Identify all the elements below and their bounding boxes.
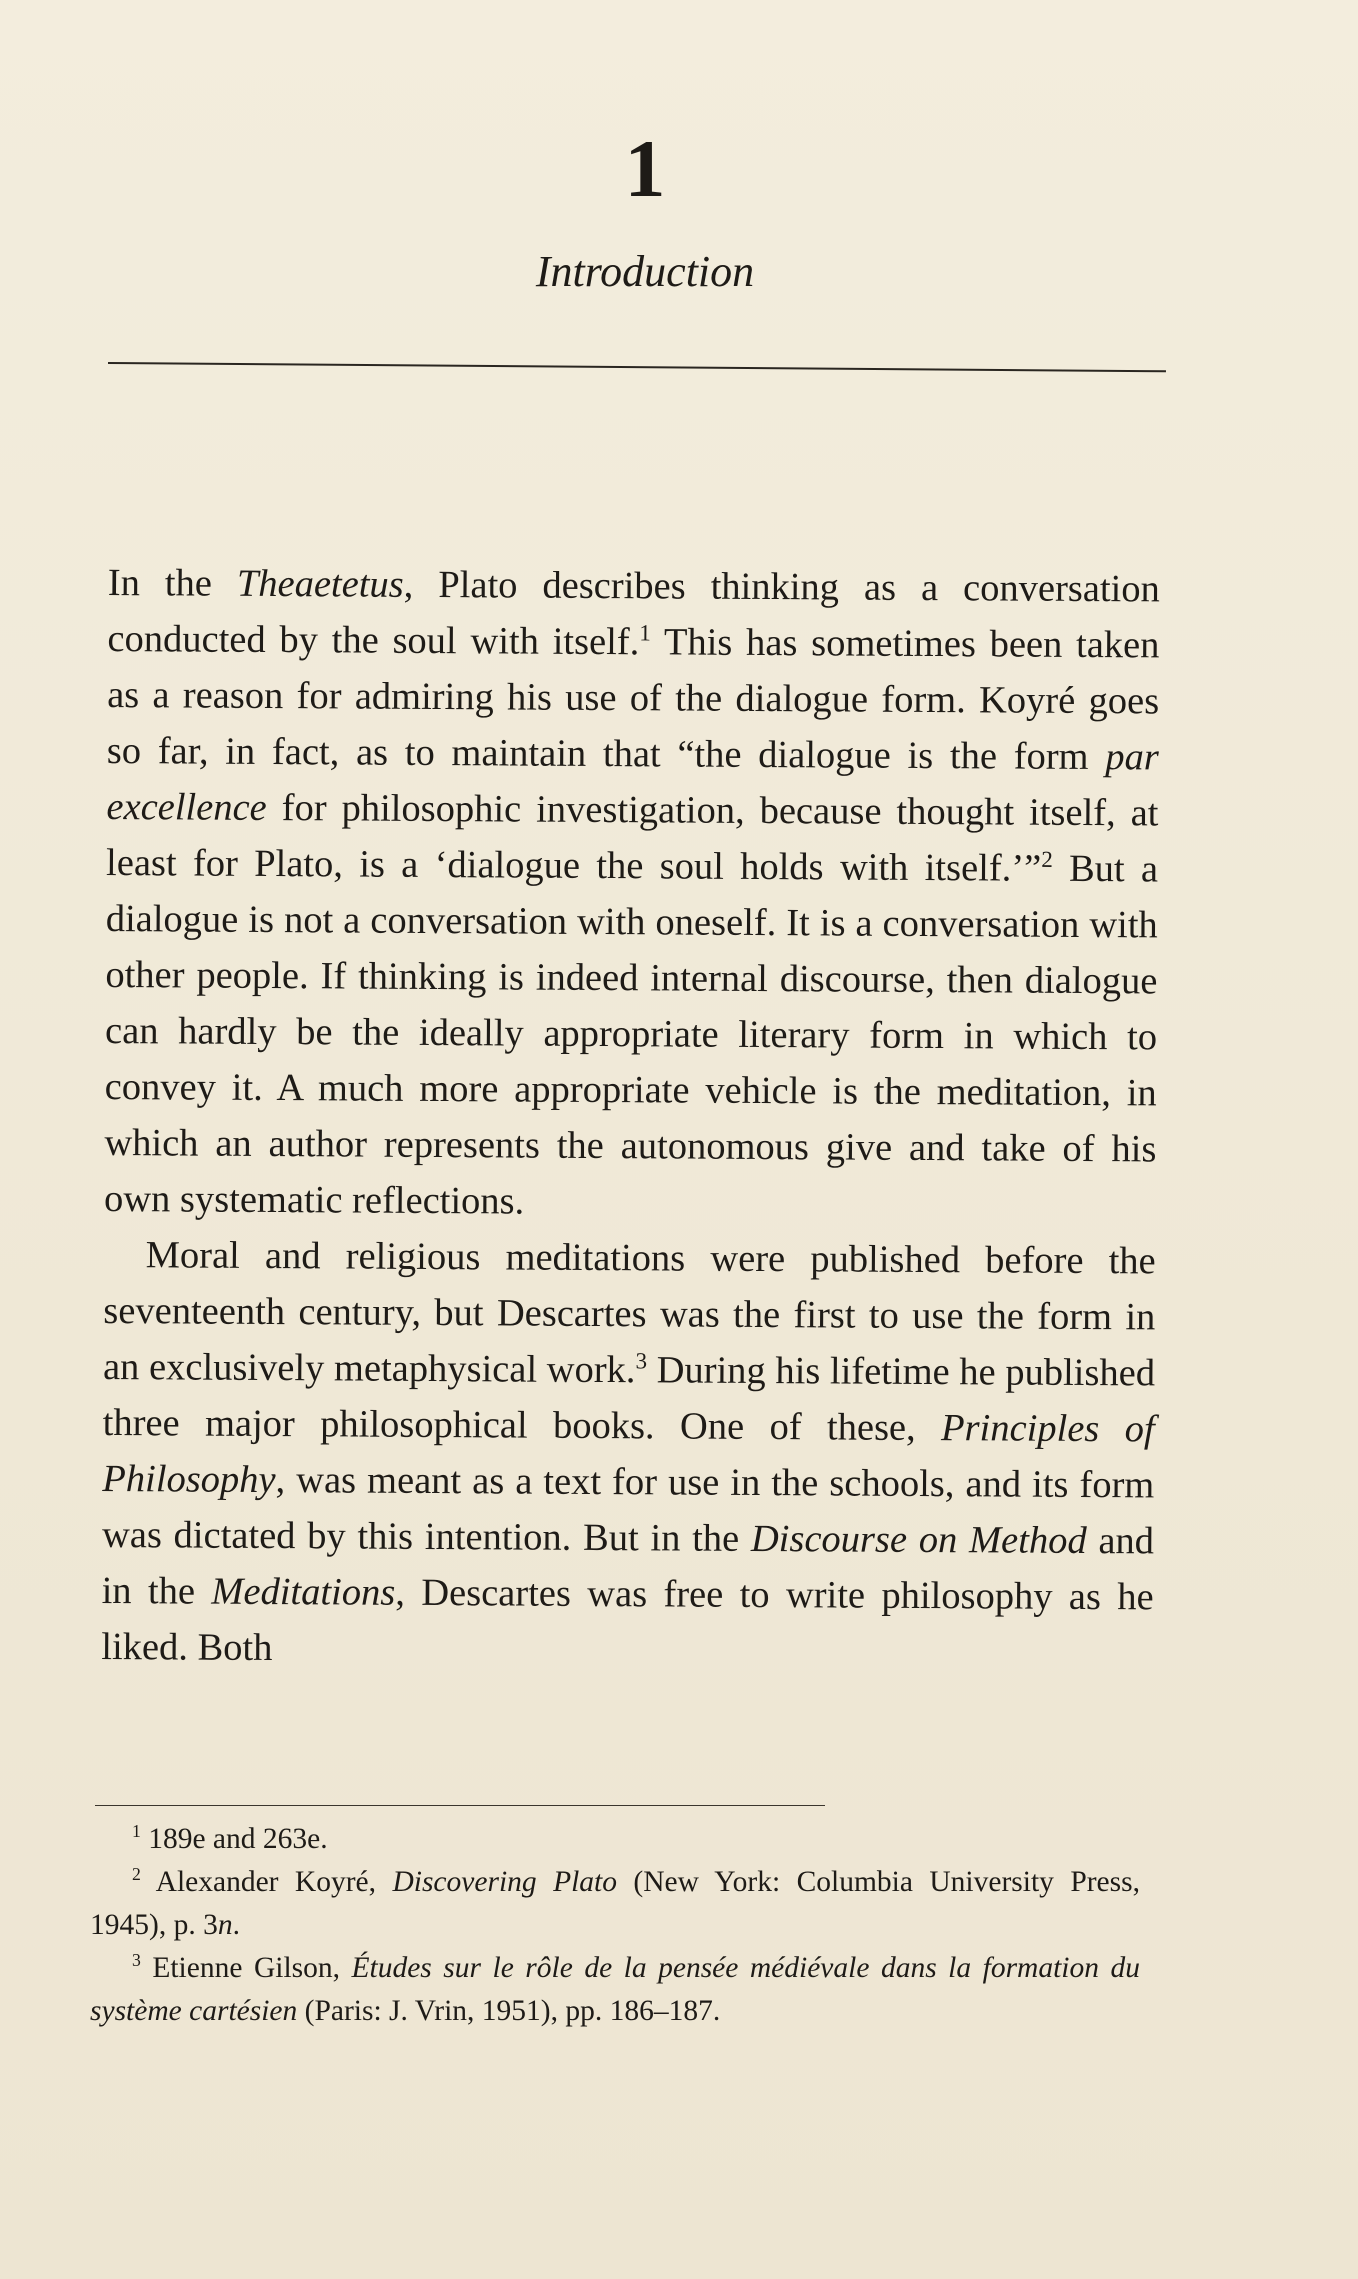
text-run: During his lifetime he published three major philosophical books. One of these, [102,1349,1156,1450]
chapter-title: Introduction [535,247,755,296]
footnote-2 [90,1861,1140,1947]
text-run: , was meant as a text for use in the schools, and its form was dictated by this intention. But in the [101,1459,1155,1560]
text-run: and in the [101,1519,1155,1613]
footnote-separator [95,1805,825,1806]
footnote-page-suffix: n [217,1909,233,1941]
text-run: But a dialogue is not a conversation with oneself. It is a conversation with other people. If thinking is indeed internal discourse, then dialogue can hardly be the ideally appropriate literary form in which to convey it. A much more appropriate vehicle is the meditation, in which an author represents the autonomous give and take of his own systematic reflections. [103,847,1159,1223]
footnote-mark: 3 [132,1950,141,1971]
footnotes [90,1818,1140,2033]
emphasis-par-excellence: par excellence [106,736,1159,829]
paragraph-1 [104,555,1160,1233]
chapter-number: 1 [624,123,666,214]
body-text [101,555,1160,1681]
text-run: for philosophic investigation, because thought itself, at least for Plato, is a ‘dialogue the soul holds with itself.’” [105,786,1159,890]
work-title-discourse: Discourse on Method [750,1517,1087,1562]
work-title-theaetetus: Theaetetus [236,562,404,606]
footnote-ref-3[interactable]: 3 [635,1347,648,1374]
footnote-work-title: Études sur le rôle de la pensée médiévale dans la formation du système cartésien [90,1952,1140,2027]
text-run: This has sometimes been taken as a reason for admiring his use of the dialogue form. Koyré goes so far, in fact, as to maintain that “the dialogue is the form [106,621,1160,779]
work-title-principles: Principles of Philosophy [102,1407,1155,1502]
paragraph-2 [101,1227,1156,1681]
footnote-ref-2[interactable]: 2 [1041,845,1053,872]
text-run: In the [107,561,238,605]
footnote-text: (Paris: J. Vrin, 1951), pp. 186–187. [297,1995,721,2027]
text-run: , Plato describes thinking as a conversation conducted by the soul with itself. [107,563,1160,664]
work-title-meditations: Meditations [211,1570,396,1614]
footnote-text: 189e and 263e. [140,1823,328,1855]
chapter-title-rule [108,362,1166,372]
text-run: , Descartes was free to write philosophy as he liked. Both [101,1571,1154,1670]
footnote-text: (New York: Columbia University Press, 1945), p. 3 [90,1866,1140,1941]
footnote-text: Alexander Koyré, [140,1866,393,1898]
footnote-ref-1[interactable]: 1 [639,619,651,646]
footnote-3 [90,1947,1140,2033]
footnote-1 [90,1818,1140,1861]
footnote-mark: 2 [132,1864,141,1885]
text-run: Moral and religious meditations were published before the seventeenth century, but Descartes was the first to use the form in an exclusively metaphysical work. [102,1234,1156,1392]
footnote-mark: 1 [132,1821,141,1842]
footnote-text: . [232,1909,240,1941]
footnote-text: Etienne Gilson, [140,1952,352,1984]
footnote-work-title: Discovering Plato [392,1866,617,1898]
